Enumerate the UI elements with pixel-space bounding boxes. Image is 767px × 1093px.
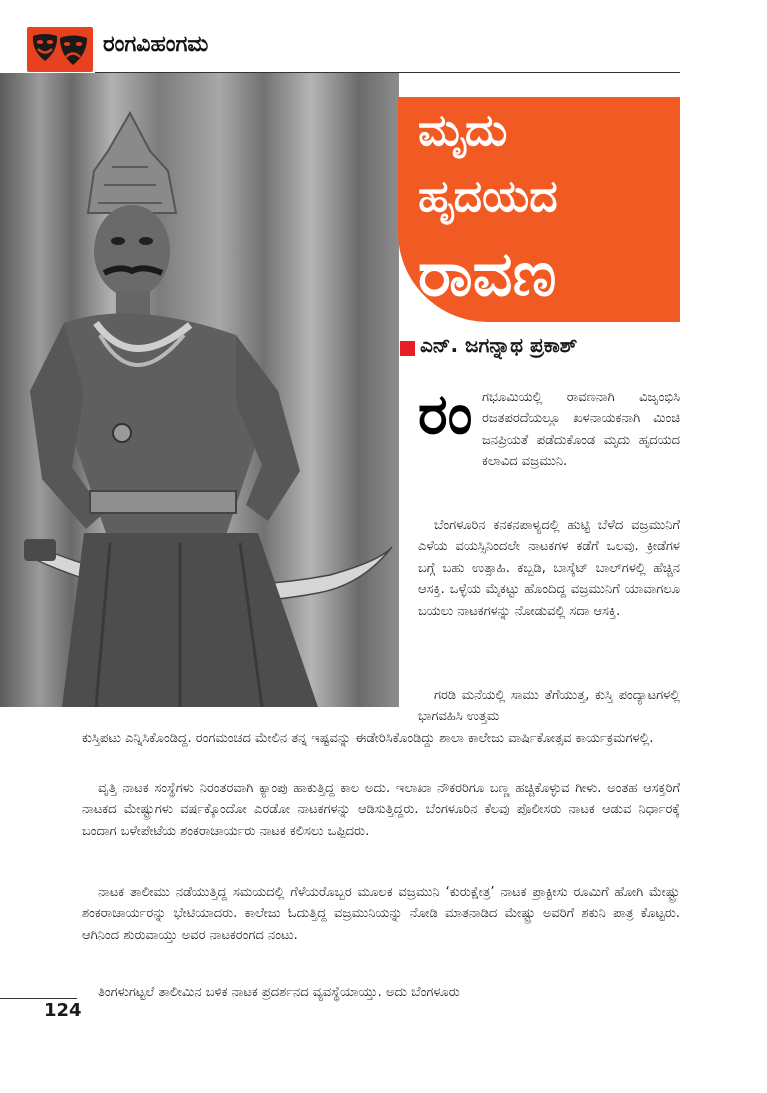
- article-title-line-3: ರಾವಣ: [418, 237, 557, 310]
- ravana-photo: [0, 73, 399, 707]
- actor-figure: [0, 73, 399, 707]
- page-number: 124: [44, 1000, 82, 1021]
- article-title-line-2: ಹೃದಯದ: [418, 171, 558, 222]
- author-byline: ಎನ್. ಜಗನ್ನಾಥ ಪ್ರಕಾಶ್: [420, 333, 578, 357]
- article-title-line-1: ಮೃದು: [418, 105, 508, 156]
- paragraph-1-lead: ಗಭೂಮಿಯಲ್ಲಿ ರಾವಣನಾಗಿ ವಿಜೃಂಭಿಸಿ ರಜತಪರದೆಯಲ್ಲೂ ಖಳನಾಯಕನಾಗಿ ಮಿಂಚಿ ಜನಪ್ರಿಯತೆ ಪಡೆದುಕೊಂಡ ಮೃದು ಹೃದಯದ ಕಲಾವಿದ ವಜ್ರಮುನಿ.: [482, 390, 680, 470]
- theatre-masks-icon: [27, 27, 93, 72]
- section-title: ರಂಗವಿಹಂಗಮ: [103, 32, 209, 57]
- drop-cap: ರಂ: [418, 382, 473, 447]
- paragraph-4: ವೃತ್ತಿ ನಾಟಕ ಸಂಸ್ಥೆಗಳು ನಿರಂತರವಾಗಿ ಕ್ಯಾಂಪು ಹಾಕುತ್ತಿದ್ದ ಕಾಲ ಅದು. ಇಲಾಖಾ ನೌಕರರಿಗೂ ಬಣ್ಣ ಹಚ್ಚಿಕೊಳ್ಳುವ ಗೀಳು. ಅಂತಹ ಆಸಕ್ತರಿಗೆ ನಾಟಕದ ಮೇಷ್ಟ್ರುಗಳು ವರ್ಷಕ್ಕೊಂದೋ ಎರಡೋ ನಾಟಕಗಳನ್ನು ಆಡಿಸುತ್ತಿದ್ದರು. ಬೆಂಗಳೂರಿನ ಕೆಲವು ಪೊಲೀಸರು ನಾಟಕ ಆಡುವ ನಿರ್ಧಾರಕ್ಕೆ ಬಂದಾಗ ಬಳೇಪೇಟೆಯ ಶಂಕರಾಚಾರ್ಯರು ನಾಟಕ ಕಲಿಸಲು ಒಪ್ಪಿದರು.: [82, 781, 680, 839]
- title-box: [398, 97, 680, 322]
- paragraph-5: ನಾಟಕ ತಾಲೀಮು ನಡೆಯುತ್ತಿದ್ದ ಸಮಯದಲ್ಲಿ ಗೆಳೆಯರೊಬ್ಬರ ಮೂಲಕ ವಜ್ರಮುನಿ ‘ಕುರುಕ್ಷೇತ್ರ’ ನಾಟಕ ಪ್ರಾಕ್ಟೀಸು ರೂಮಿಗೆ ಹೋಗಿ ಮೇಷ್ಟ್ರು ಶಂಕರಾಚಾರ್ಯರನ್ನು ಭೇಟಿಯಾದರು. ಕಾಲೇಜು ಓದುತ್ತಿದ್ದ ವಜ್ರಮುನಿಯನ್ನು ನೋಡಿ ಮಾತನಾಡಿದ ಮೇಷ್ಟ್ರು ಅವರಿಗೆ ಶಕುನಿ ಪಾತ್ರ ಕೊಟ್ಟರು. ಆಗಿನಿಂದ ಶುರುವಾಯ್ತು ಅವರ ನಾಟಕರಂಗದ ನಂಟು.: [82, 885, 680, 943]
- paragraph-2: ಬೆಂಗಳೂರಿನ ಕನಕನಪಾಳ್ಯದಲ್ಲಿ ಹುಟ್ಟಿ ಬೆಳೆದ ವಜ್ರಮುನಿಗೆ ಎಳೆಯ ವಯಸ್ಸಿನಿಂದಲೇ ನಾಟಕಗಳ ಕಡೆಗೆ ಒಲವು. ಕ್ರೀಡೆಗಳ ಬಗ್ಗೆ ಬಹು ಉತ್ಸಾಹಿ. ಕಬ್ಬಡಿ, ಬಾಸ್ಕೆಟ್ ಬಾಲ್‌ಗಳಲ್ಲಿ ಹೆಚ್ಚಿನ ಆಸಕ್ತಿ. ಒಳ್ಳೆಯ ಮೈಕಟ್ಟು ಹೊಂದಿದ್ದ ವಜ್ರಮುನಿಗೆ ಯಾವಾಗಲೂ ಬಯಲು ನಾಟಕಗಳನ್ನು ನೋಡುವಲ್ಲಿ ಸದಾ ಆಸಕ್ತಿ.: [418, 518, 680, 619]
- paragraph-6: ತಿಂಗಳುಗಟ್ಟಲೆ ತಾಲೀಮಿನ ಬಳಿಕ ನಾಟಕ ಪ್ರದರ್ಶನದ ವ್ಯವಸ್ಥೆಯಾಯ್ತು. ಅದು ಬೆಂಗಳೂರು: [98, 985, 460, 1000]
- byline-marker: [400, 341, 415, 356]
- footer-divider: [0, 998, 77, 999]
- paragraph-3-cont: ಕುಸ್ತಿಪಟು ಎನ್ನಿಸಿಕೊಂಡಿದ್ದ. ರಂಗಮಂಚದ ಮೇಲಿನ ತನ್ನ ಇಷ್ಟವನ್ನು ಈಡೇರಿಸಿಕೊಂಡಿದ್ದು ಶಾಲಾ ಕಾಲೇಜು ವಾರ್ಷಿಕೋತ್ಸವ ಕಾರ್ಯಕ್ರಮಗಳಲ್ಲಿ.: [82, 731, 654, 746]
- section-logo: [27, 27, 93, 72]
- paragraph-3-start: ಗರಡಿ ಮನೆಯಲ್ಲಿ ಸಾಮು ತೆಗೆಯುತ್ತ, ಕುಸ್ತಿ ಪಂದ್ಯಾಟಗಳಲ್ಲಿ ಭಾಗವಹಿಸಿ ಉತ್ತಮ: [418, 688, 680, 725]
